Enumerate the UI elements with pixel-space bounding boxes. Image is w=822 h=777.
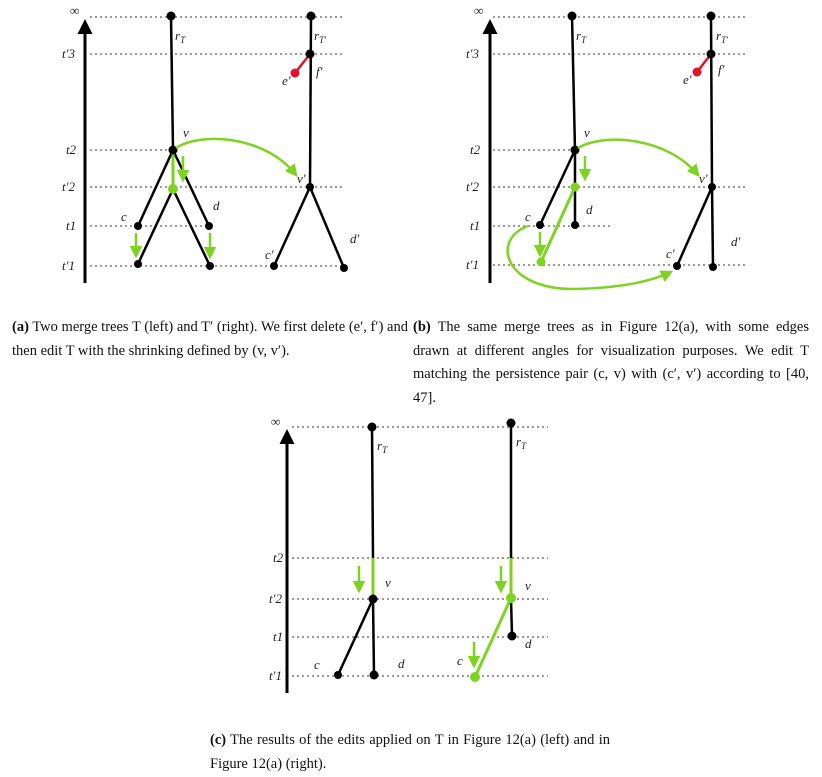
svg-text:d′: d′: [731, 234, 741, 249]
svg-text:t′2: t′2: [466, 179, 479, 194]
panel-c: [269, 414, 548, 693]
svg-text:t′1: t′1: [269, 668, 282, 683]
svg-text:d: d: [525, 636, 532, 651]
svg-text:∞: ∞: [474, 3, 484, 18]
label-infinity: ∞: [70, 3, 80, 18]
panel-a: [62, 3, 360, 283]
svg-text:v: v: [584, 125, 590, 140]
svg-text:∞: ∞: [271, 414, 281, 429]
match-arrow-v: [176, 139, 296, 175]
svg-text:rT: $r_T$: [576, 28, 587, 45]
label-t1p: t′1: [62, 258, 75, 273]
svg-text:t1: t1: [273, 629, 284, 644]
svg-text:t1: t1: [470, 218, 481, 233]
label-e-prime: e′: [282, 73, 291, 88]
svg-text:t′1: t′1: [466, 257, 479, 272]
svg-text:v: v: [525, 578, 531, 593]
label-d: d: [213, 198, 220, 213]
label-t2: t2: [66, 142, 77, 157]
svg-text:e′: e′: [683, 72, 692, 87]
svg-text:rT: $r_T$: [377, 438, 388, 455]
label-v-prime: v′: [297, 171, 306, 186]
label-rT: $r_T$: [175, 28, 186, 45]
svg-text:t2: t2: [470, 142, 481, 157]
caption-c: (c) The results of the edits applied on T in Figure 12(a) (left) and in Figure 12(a) (right).: [210, 732, 610, 772]
svg-text:c′: c′: [666, 246, 675, 261]
label-f-prime: f′: [316, 64, 323, 79]
label-d-prime: d′: [350, 231, 360, 246]
label-t3p: t′3: [62, 46, 75, 61]
node-e-prime: [291, 69, 300, 78]
label-t1: t1: [66, 218, 77, 233]
svg-text:c: c: [525, 209, 531, 224]
label-c: c: [121, 209, 127, 224]
svg-text:rT′: $r_{T'}$: [716, 28, 729, 45]
svg-text:c: c: [314, 657, 320, 672]
label-v: v: [183, 125, 189, 140]
svg-text:v: v: [385, 575, 391, 590]
svg-text:rT: $r_T$: [516, 434, 527, 451]
svg-text:v′: v′: [699, 171, 708, 186]
svg-text:d: d: [398, 656, 405, 671]
panel-b: [466, 3, 745, 289]
svg-text:f′: f′: [718, 62, 725, 77]
label-c-prime: c′: [265, 247, 274, 262]
svg-text:c: c: [457, 653, 463, 668]
svg-text:t′2: t′2: [269, 591, 282, 606]
svg-text:t′3: t′3: [466, 46, 479, 61]
caption-b: (b) The same merge trees as in Figure 12(a), with some edges drawn at different angles for visualization purposes. We edit T matching the persistence pair (c, v) with (c′, v′) according to [40, 47].: [413, 319, 809, 406]
svg-text:t2: t2: [273, 550, 284, 565]
node-v-moved: [168, 184, 178, 194]
label-rTp: $r_{T'}$: [314, 28, 327, 45]
svg-text:d: d: [586, 202, 593, 217]
caption-a: (a) Two merge trees T (left) and T′ (right). We first delete (e′, f′) and then edit T with the shrinking defined by (v, v′).: [12, 319, 408, 359]
label-t2p: t′2: [62, 179, 75, 194]
